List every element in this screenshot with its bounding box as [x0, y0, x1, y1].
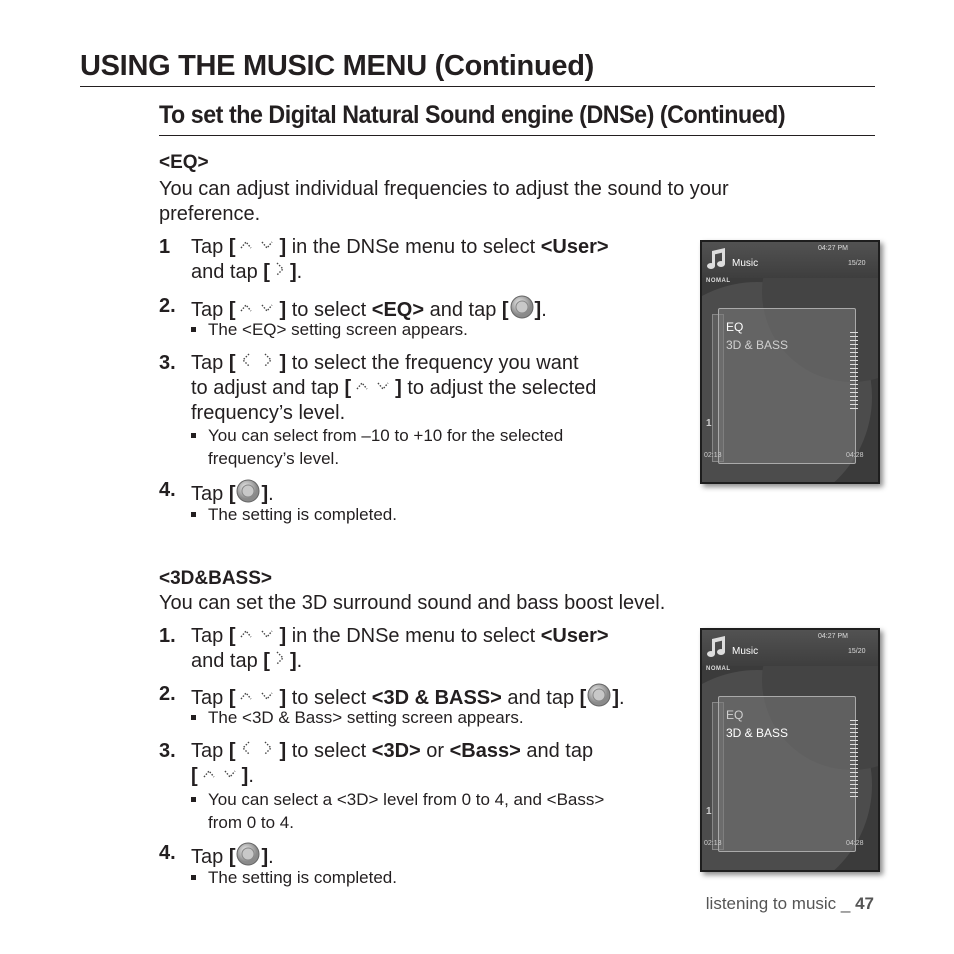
step-option: <3D> — [371, 740, 421, 762]
footer-text: listening to music _ — [705, 894, 856, 913]
repeat-mode: NOMAL — [706, 666, 731, 672]
step-text: and tap — [424, 298, 502, 321]
step-text: . — [248, 765, 254, 788]
section-title: To set the Digital Natural Sound engine (DNSe) (Continued) — [159, 101, 786, 129]
screen-title: Music — [732, 258, 759, 269]
device-screen-3d-bass — [700, 628, 880, 872]
step-text: to select the frequency you want — [286, 352, 579, 374]
page-number: 47 — [855, 894, 874, 913]
step-text: Tap — [191, 740, 229, 762]
step-text: . — [619, 686, 625, 709]
repeat-mode: NOMAL — [706, 278, 731, 284]
step-option: <3D & BASS> — [371, 686, 502, 709]
track-count: 15/20 — [848, 648, 866, 655]
level-meter — [850, 720, 858, 800]
menu-option-eq[interactable]: EQ — [726, 320, 744, 334]
step-text: Tap — [191, 686, 229, 709]
page-title: USING THE MUSIC MENU (Continued) — [80, 50, 594, 82]
section-divider — [159, 135, 875, 136]
clock: 04:27 PM — [818, 245, 848, 252]
step-number: 4. — [159, 479, 176, 501]
step-text: to adjust the selected — [401, 377, 597, 400]
step-text: in the DNSe menu to select — [286, 236, 541, 258]
music-note-icon — [706, 248, 728, 272]
select-button-icon — [586, 682, 612, 715]
total-time: 04:28 — [846, 452, 864, 459]
step-option: <Bass> — [449, 740, 521, 762]
step-text: . — [268, 845, 274, 868]
step-text: . — [541, 298, 547, 321]
step-number: 2. — [159, 295, 176, 317]
bass-heading: <3D&BASS> — [159, 568, 272, 589]
note-text: You can select from –10 to +10 for the selected — [208, 426, 564, 445]
track-number: 1 — [706, 418, 712, 429]
step-option: <User> — [540, 625, 609, 647]
up-down-arrows-icon — [351, 376, 395, 401]
note-text: frequency’s level. — [208, 449, 340, 468]
step-number: 2. — [159, 683, 176, 705]
title-divider — [80, 86, 875, 87]
step-number: 3. — [159, 740, 176, 762]
elapsed-time: 02:13 — [704, 452, 722, 459]
elapsed-time: 02:13 — [704, 840, 722, 847]
total-time: 04:28 — [846, 840, 864, 847]
note-text: You can select a <3D> level from 0 to 4, and <Bass> — [208, 790, 605, 809]
left-right-arrows-icon — [235, 351, 279, 376]
page-footer — [706, 894, 874, 914]
step-text: frequency’s level. — [191, 402, 346, 425]
note-text: The setting is completed. — [208, 868, 397, 887]
up-down-arrows-icon — [235, 624, 279, 649]
step-text: and tap — [520, 740, 594, 762]
music-note-icon — [706, 636, 728, 660]
eq-intro: You can adjust individual frequencies to adjust the sound to your preference. — [159, 178, 729, 225]
step-text: to select — [286, 686, 372, 709]
step-number: 1. — [159, 625, 176, 647]
note-text: The <3D & Bass> setting screen appears. — [208, 708, 524, 727]
step-text: Tap — [191, 625, 229, 647]
step-number: 4. — [159, 842, 176, 864]
note-text: from 0 to 4. — [208, 813, 294, 832]
clock: 04:27 PM — [818, 633, 848, 640]
track-number: 1 — [706, 806, 712, 817]
step-number: 3. — [159, 352, 176, 374]
step-text: Tap — [191, 298, 229, 321]
note-text: The <EQ> setting screen appears. — [208, 320, 468, 339]
device-screen-eq — [700, 240, 880, 484]
level-meter — [850, 332, 858, 412]
step-text: . — [296, 261, 303, 284]
step-text: and tap — [191, 650, 264, 673]
eq-heading: <EQ> — [159, 152, 209, 173]
menu-option-3d-bass[interactable]: 3D & BASS — [726, 726, 789, 740]
step-text: Tap — [191, 236, 229, 258]
step-text: or — [420, 740, 450, 762]
step-number: 1 — [159, 236, 171, 258]
up-down-arrows-icon — [198, 764, 242, 789]
step-text: . — [296, 650, 303, 673]
step-option: <EQ> — [371, 298, 425, 321]
step-text: and tap — [191, 261, 264, 284]
bass-intro: You can set the 3D surround sound and bass boost level. — [159, 592, 666, 614]
select-button-icon — [509, 294, 535, 327]
step-text: to select — [286, 740, 372, 762]
track-count: 15/20 — [848, 260, 866, 267]
screen-title: Music — [732, 646, 759, 657]
up-down-arrows-icon — [235, 235, 279, 260]
step-text: and tap — [501, 686, 580, 709]
menu-option-eq[interactable]: EQ — [726, 708, 744, 722]
step-text: . — [268, 482, 274, 505]
note-text: The setting is completed. — [208, 505, 397, 524]
step-text: Tap — [191, 482, 229, 505]
step-text: Tap — [191, 352, 229, 374]
right-arrow-icon — [270, 649, 290, 674]
right-arrow-icon — [270, 260, 290, 285]
step-text: to select — [286, 298, 372, 321]
step-text: in the DNSe menu to select — [286, 625, 541, 647]
step-option: <User> — [540, 236, 609, 258]
step-text: Tap — [191, 845, 229, 868]
menu-option-3d-bass[interactable]: 3D & BASS — [726, 338, 789, 352]
left-right-arrows-icon — [235, 739, 279, 764]
step-text: to adjust and tap — [191, 377, 345, 400]
